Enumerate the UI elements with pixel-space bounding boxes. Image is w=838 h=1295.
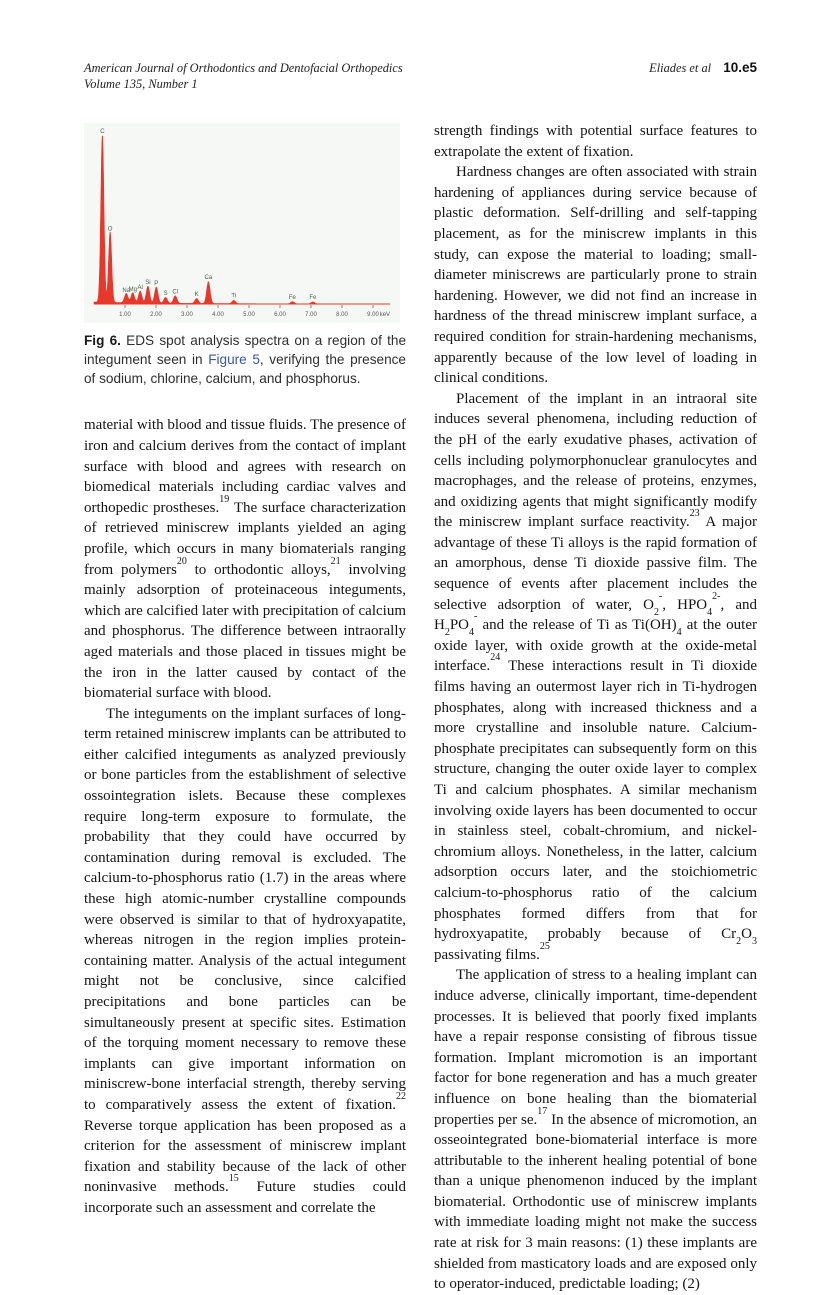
- running-head: [649, 60, 757, 76]
- svg-text:keV: keV: [379, 312, 391, 318]
- svg-text:Fe: Fe: [309, 294, 317, 301]
- svg-text:P: P: [154, 281, 159, 288]
- journal-volume: Volume 135, Number 1: [84, 77, 198, 91]
- right-column: [434, 121, 757, 1295]
- page-number: 10.e5: [723, 60, 757, 75]
- authors-label: Eliades et al: [649, 61, 712, 75]
- svg-text:Na: Na: [122, 287, 131, 294]
- svg-text:Al: Al: [137, 285, 143, 292]
- left-column: [84, 123, 406, 1219]
- svg-text:Ti: Ti: [231, 293, 237, 300]
- paragraph: strength findings with potential surface features to extrapolate the extent of fixation.: [434, 123, 757, 160]
- left-column-text: [84, 415, 406, 1218]
- svg-text:Si: Si: [145, 280, 151, 287]
- svg-text:6.00: 6.00: [274, 312, 286, 318]
- eds-spectrum-chart: [84, 123, 400, 323]
- figure-caption: Fig 6. EDS spot analysis spectra on a region of the integument seen in Figure 5, verifying the presence of sodium, chlorine, calcium, and phosphorus.: [84, 333, 407, 386]
- svg-text:5.00: 5.00: [243, 312, 255, 318]
- paragraph: Placement of the implant in an intraoral site induces several phenomena, including reduction of the pH of the early exudative phases, activation of cells including polymorphonuclear granulocytes and macrophages, and the release of proteins, enzymes, and oxidizing agents that might significantly modify the miniscrew implant surface reactivity.$^{23}$ A major advantage of these Ti alloys is the rapid formation of an amorphous, dense Ti dioxide passive film. The sequence of events after placement includes the selective adsorption of water, $O_2^-$, $HPO_4^{2-}$, and $H_2PO_4^-$ and the release of Ti as $Ti(OH)_4$ at the outer oxide layer, with oxide growth at the oxide-metal interface.$^{24}$ These interactions result in Ti dioxide films having an outermost layer rich in Ti-hydrogen phosphates, along with increased thickness and a more crystalline and insoluble nature. Calcium-phosphate precipitates can subsequently form on this structure, changing the outer oxide layer to complex Ti and calcium phosphates. A similar mechanism involving oxide layers has been documented to occur in stainless steel, cobalt-chromium, and nickel-chromium alloys. Nonetheless, in the latter, calcium adsorption occurs later, and the stoichiometric calcium-to-phosphorus ratio of the calcium phosphates formed differs from that for hydroxyapatite, probably because of $Cr_2O_3$ passivating films.$^{25}$: [434, 390, 757, 963]
- svg-text:S: S: [163, 291, 168, 298]
- svg-text:O: O: [107, 226, 113, 233]
- svg-text:4.00: 4.00: [212, 312, 224, 318]
- svg-text:K: K: [194, 291, 199, 298]
- paragraph: The integuments on the implant surfaces of long-term retained miniscrew implants can be attributed to either calcified integuments as analyzed previously or bone particles from the establishment of selective ossointegration islets. Because these complexes require long-term exposure to formulate, the probability that they could have occurred by contamination during removal is excluded. The calcium-to-phosphorus ratio (1.7) in the areas where these high atomic-number crystalline compounds were observed is similar to that of hydroxyapatite, whereas nitrogen in the region implies protein-containing matter. Analysis of the actual integument might not be conclusive, since calcified precipitations and bone particles can be simultaneously present at specific sites. Estimation of the torquing moment necessary to remove these implants can give important information on miniscrew-bone interfacial strength, thereby serving to comparatively assess the extent of fixation.$^{22}$ Reverse torque application has been proposed as a criterion for the assessment of miniscrew implant fixation and stability because of the lack of other noninvasive methods.$^{15}$ Future studies could incorporate such an assessment and correlate the: [84, 705, 406, 1216]
- svg-text:Mg: Mg: [128, 286, 137, 293]
- figure-6: [84, 123, 406, 388]
- svg-text:2.00: 2.00: [150, 312, 162, 318]
- journal-header: [84, 60, 403, 92]
- svg-text:Fe: Fe: [288, 294, 296, 301]
- paragraph: Hardness changes are often associated with strain hardening of appliances during service because of plastic deformation. Self-drilling and self-tapping placement, as for the miniscrew implants in this study, can expose the material to loading; small-diameter miniscrews are particularly prone to strain hardening. However, we did not find an increase in hardness of the thread miniscrew implant surface, a required condition for strain-hardening mechanisms, apparently because of the low level of loading in clinical conditions.: [434, 164, 757, 387]
- paragraph: The application of stress to a healing implant can induce adverse, clinically important, time-dependent processes. It is believed that poorly fixed implants have a repair response consisting of fibrous tissue formation. Implant micromotion is an important factor for bone regeneration and has a much greater influence on bone healing than the biomaterial properties per se.$^{17}$ In the absence of micromotion, an osseointegrated bone-biomaterial interface is more attributable to the inherent healing potential of bone than a unique phenomenon induced by the implant biomaterial. Orthodontic use of miniscrew implants with immediate loading might not make the success rate at risk for 3 main reasons: (1) these implants are shielded from masticatory loads and are exposed only to operator-induced, predictable loading; (2): [434, 967, 757, 1293]
- svg-text:8.00: 8.00: [336, 312, 348, 318]
- svg-text:9.00: 9.00: [367, 312, 379, 318]
- paragraph: material with blood and tissue fluids. The presence of iron and calcium derives from the contact of implant surface with blood and agrees with research on biomedical materials including cardiac valves and orthopedic prostheses.$^{19}$ The surface characterization of retrieved miniscrew implants yielded an aging profile, which occurs in many biomaterials ranging from polymers$^{20}$ to orthodontic alloys,$^{21}$ involving mainly adsorption of proteinaceous integuments, which are calcified later with precipitation of calcium and phosphorus. The difference between intraorally aged materials and those placed in tissues might be the iron in the latter caused by contact of the biomaterial surface with blood.: [84, 417, 406, 702]
- svg-text:Cl: Cl: [172, 289, 179, 296]
- svg-text:C: C: [100, 129, 105, 135]
- eds-spectrum-svg: [84, 123, 400, 323]
- svg-text:3.00: 3.00: [181, 312, 193, 318]
- figure-5-link[interactable]: Figure 5: [208, 351, 260, 367]
- svg-text:Ca: Ca: [204, 275, 213, 282]
- svg-text:1.00: 1.00: [119, 312, 131, 318]
- journal-title: American Journal of Orthodontics and Dentofacial Orthopedics: [84, 61, 403, 75]
- svg-text:7.00: 7.00: [305, 312, 317, 318]
